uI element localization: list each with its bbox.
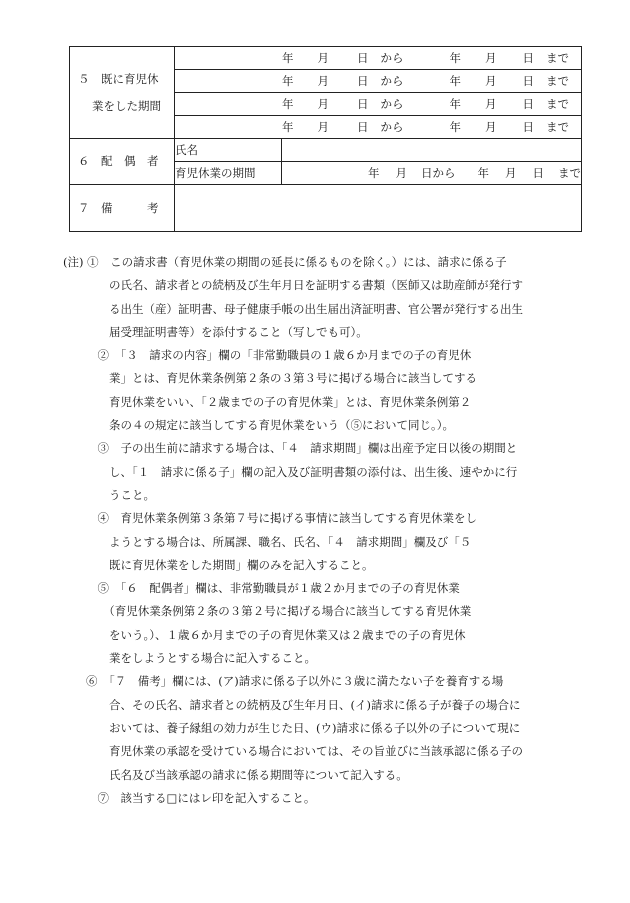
row7-label: ７ 備 考 — [78, 200, 159, 215]
note-line: ⑥ 「７ 備考」欄には、(ア)請求に係る子以外に３歳に満たない子を養育する場 — [63, 674, 504, 689]
note-line: ⑤ 「６ 配偶者」欄は、非常勤職員が１歳２か月までの子の育児休業 — [63, 581, 460, 596]
period-to-suffix: まで — [546, 51, 569, 65]
note-line: し、「１ 請求に係る子」欄の記入及び証明書類の添付は、出生後、速やかに行 — [63, 464, 518, 479]
period-to-suffix: まで — [546, 74, 569, 88]
note-line: 業をしようとする場合に記入すること。 — [63, 651, 316, 666]
period-day-from: 日 — [357, 120, 369, 134]
spouse-month-from: 月 — [395, 166, 407, 180]
period-year-to: 年 — [449, 97, 461, 111]
period-day-from: 日 — [357, 51, 369, 65]
period-year-from: 年 — [282, 74, 294, 88]
period-month-from: 月 — [317, 74, 329, 88]
spouse-leave-period[interactable] — [282, 162, 582, 185]
row5-period-2[interactable] — [175, 70, 582, 93]
period-day-from: 日 — [357, 97, 369, 111]
row6-label: ６ 配 偶 者 — [78, 154, 159, 168]
period-year-from: 年 — [282, 97, 294, 111]
period-month-from: 月 — [317, 51, 329, 65]
row5-period-3[interactable] — [175, 93, 582, 116]
period-day-to: 日 — [522, 74, 534, 88]
period-day-from: 日 — [357, 74, 369, 88]
note-line: 届受理証明書等）を添付すること（写しでも可）。 — [63, 324, 368, 339]
remarks-field[interactable] — [175, 185, 582, 232]
period-month-to: 月 — [485, 74, 497, 88]
note-line: 育児休業をいい、「２歳までの子の育児休業」とは、育児休業条例第２ — [63, 394, 472, 409]
note-line: の氏名、請求者との続柄及び生年月日を証明する書類（医師又は助産師が発行す — [63, 278, 523, 293]
period-year-to: 年 — [449, 51, 461, 65]
period-from-suffix: から — [380, 51, 404, 65]
note-line: （育児休業条例第２条の３第２号に掲げる場合に該当してする育児休業 — [63, 604, 472, 619]
row5-label-line2: 業をした期間 — [92, 98, 161, 113]
spouse-day-from: 日から — [421, 166, 456, 180]
note-line: をいう。）、１歳６か月までの子の育児休業又は２歳までの子の育児休 — [63, 627, 466, 642]
note-line: (注) ① この請求書（育児休業の期間の延長に係るものを除く。）には、請求に係る子 — [63, 255, 507, 269]
spouse-year-to: 年 — [477, 166, 489, 180]
period-year-to: 年 — [449, 74, 461, 88]
period-month-to: 月 — [485, 51, 497, 65]
spouse-leave-label: 育児休業の期間 — [175, 162, 282, 185]
period-from-suffix: から — [380, 74, 404, 88]
period-from-suffix: から — [380, 97, 404, 111]
period-from-suffix: から — [380, 120, 404, 134]
note-line: ② 「３ 請求の内容」欄の「非常勤職員の１歳６か月までの子の育児休 — [63, 348, 472, 363]
note-line: 合、その氏名、請求者との続柄及び生年月日、(イ)請求に係る子が養子の場合に — [63, 697, 521, 712]
period-year-to: 年 — [449, 120, 461, 134]
row5-period-1[interactable] — [175, 47, 582, 70]
note-line: ③ 子の出生前に請求する場合は、「４ 請求期間」欄は出産予定日以後の期間と — [63, 441, 518, 456]
spouse-year-from: 年 — [368, 166, 380, 180]
note-line: 既に育児休業をした期間」欄のみを記入すること。 — [63, 557, 374, 572]
note-line: おいては、養子縁組の効力が生じた日、(ウ)請求に係る子以外の子について現に — [63, 720, 521, 735]
spouse-to-suffix: まで — [558, 166, 581, 180]
leave-request-form-table — [69, 46, 582, 232]
period-to-suffix: まで — [546, 120, 569, 134]
row5-label-cell — [70, 47, 175, 139]
note-line: 育児休業の承認を受けている場合においては、その旨並びに当該承認に係る子の — [63, 744, 523, 759]
period-month-to: 月 — [485, 120, 497, 134]
row7-label-cell — [70, 185, 175, 232]
notes-section — [63, 251, 583, 810]
period-to-suffix: まで — [546, 97, 569, 111]
period-month-from: 月 — [317, 120, 329, 134]
note-line: ⑦ 該当する□にはレ印を記入すること。 — [63, 790, 316, 805]
period-month-from: 月 — [317, 97, 329, 111]
note-line: 条の４の規定に該当してする育児休業をいう（⑤において同じ。）。 — [63, 418, 454, 433]
period-day-to: 日 — [522, 120, 534, 134]
row5-period-4[interactable] — [175, 116, 582, 139]
spouse-name-field[interactable] — [282, 139, 582, 162]
period-day-to: 日 — [522, 97, 534, 111]
note-line: 氏名及び当該承認の請求に係る期間等について記入する。 — [63, 767, 408, 782]
period-year-from: 年 — [282, 51, 294, 65]
row5-label-line1: ５ 既に育児休 — [78, 71, 159, 86]
row6-label-cell — [70, 139, 175, 185]
note-line: ④ 育児休業条例第３条第７号に掲げる事情に該当してする育児休業をし — [63, 511, 477, 526]
period-day-to: 日 — [522, 51, 534, 65]
spouse-month-to: 月 — [505, 166, 517, 180]
spouse-day-to: 日 — [532, 166, 544, 180]
note-line: うこと。 — [63, 487, 155, 502]
spouse-name-label: 氏名 — [175, 139, 282, 162]
period-year-from: 年 — [282, 120, 294, 134]
note-line: 業」とは、育児休業条例第２条の３第３号に掲げる場合に該当してする — [63, 371, 477, 386]
period-month-to: 月 — [485, 97, 497, 111]
note-line: ようとする場合は、所属課、職名、氏名、「４ 請求期間」欄及び「５ — [63, 534, 472, 549]
note-line: る出生（産）証明書、母子健康手帳の出生届出済証明書、官公署が発行する出生 — [63, 301, 523, 316]
